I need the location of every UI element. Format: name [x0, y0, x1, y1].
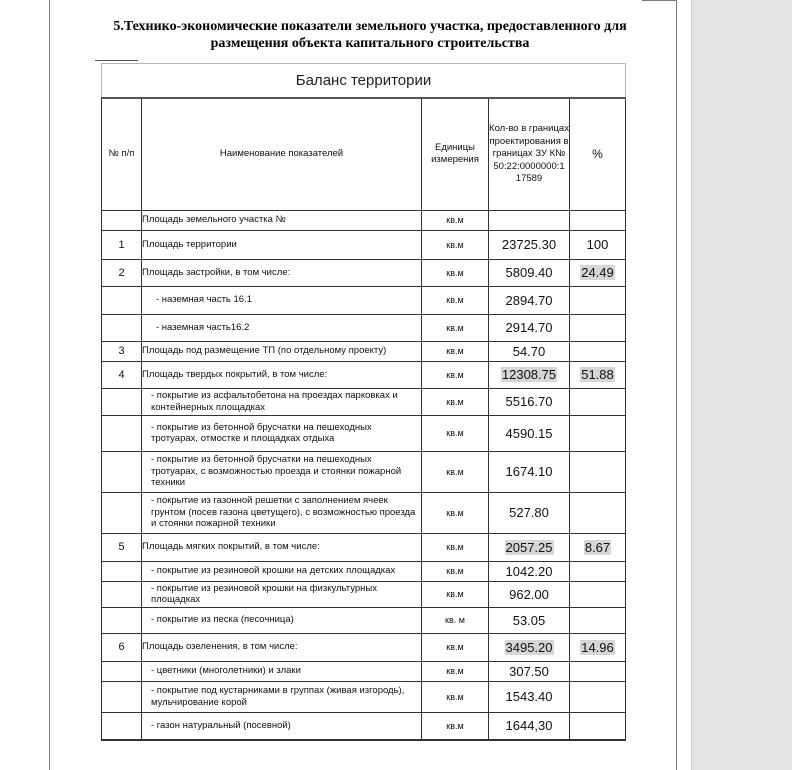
- side-panel: [691, 0, 792, 770]
- row-num: [102, 607, 142, 633]
- table-row: [102, 661, 626, 681]
- row-num: [102, 415, 142, 451]
- row-unit: [422, 451, 489, 492]
- row-unit-text: кв.м: [446, 466, 464, 477]
- row-qty: [489, 581, 570, 607]
- table-row: [102, 533, 626, 561]
- row-qty-text: 54.70: [512, 343, 546, 359]
- row-unit: [422, 286, 489, 314]
- page-right-border: [676, 0, 677, 770]
- row-unit: [422, 230, 489, 259]
- row-num: [102, 230, 142, 259]
- row-qty-text: 5516.70: [505, 394, 553, 409]
- row-unit-text: кв.м: [446, 589, 464, 599]
- row-qty: [489, 361, 570, 388]
- row-name: [142, 681, 422, 712]
- row-unit: [422, 533, 489, 561]
- row-name-text: - наземная часть 16.1: [156, 294, 253, 306]
- row-pct-text: 8.67: [584, 539, 611, 555]
- row-qty: [489, 388, 570, 415]
- row-unit: [422, 607, 489, 633]
- row-name-text: - покрытие из бетонной брусчатки на пешеходных тротуарах, отмостке и площадках отдыха: [151, 421, 372, 444]
- row-pct: [570, 681, 626, 712]
- row-pct: [570, 388, 626, 415]
- row-pct-text: 51.88: [581, 367, 614, 382]
- row-num-text: 1: [118, 238, 125, 251]
- row-unit: [422, 361, 489, 388]
- row-unit-text: кв.м: [446, 691, 464, 702]
- row-pct: [570, 415, 626, 451]
- row-name-text: - покрытие из асфальтобетона на проездах парковках и контейнерных площадках: [151, 390, 398, 413]
- row-pct: [570, 561, 626, 581]
- row-num-text: 6: [118, 641, 125, 653]
- table-row: [102, 451, 626, 492]
- page-left-border: [49, 0, 50, 770]
- row-name-text: - цветники (многолетники) и злаки: [151, 665, 301, 677]
- row-unit: [422, 661, 489, 681]
- row-unit: [422, 633, 489, 661]
- row-name: [142, 259, 422, 286]
- row-unit: [422, 388, 489, 415]
- row-pct: [570, 712, 626, 740]
- table-row: [102, 415, 626, 451]
- row-name: [142, 661, 422, 681]
- row-qty-text: 307.50: [509, 663, 549, 679]
- row-pct-text: 100: [586, 237, 609, 252]
- row-qty: [489, 561, 570, 581]
- row-pct: [570, 581, 626, 607]
- row-qty-text: 2914.70: [505, 320, 553, 335]
- row-unit: [422, 210, 489, 230]
- row-name-text: Площадь земельного участка №: [142, 214, 286, 226]
- row-pct: [570, 286, 626, 314]
- table-row: [102, 681, 626, 712]
- row-qty-text: 1644,30: [505, 718, 553, 734]
- table-row: [102, 561, 626, 581]
- row-name: [142, 415, 422, 451]
- row-pct: [570, 661, 626, 681]
- row-name: [142, 633, 422, 661]
- row-name-text: Площадь твердых покрытий, в том числе:: [142, 368, 328, 380]
- row-name-text: - покрытие из резиновой крошки на физкультурных площадках: [151, 582, 377, 605]
- row-num: [102, 286, 142, 314]
- row-unit-text: кв.м: [446, 566, 464, 576]
- table-row: [102, 259, 626, 286]
- row-num: [102, 341, 142, 361]
- row-unit-text: кв.м: [446, 215, 464, 225]
- row-num: [102, 314, 142, 341]
- section-heading-line2: размещения объекта капитального строительства: [210, 36, 530, 51]
- row-qty: [489, 314, 570, 341]
- header-qty-label: Кол-во в границах проектирования в границах ЗУ К№ 50:22:0000000:1 17589: [489, 123, 569, 184]
- row-num-text: 3: [118, 345, 125, 357]
- table-row: [102, 388, 626, 415]
- row-name-text: - покрытие из газонной решетки с заполнением ячеек грунтом (посев газона цветущего), с возможностью проезда и стоянки пожарной техники: [151, 495, 416, 530]
- row-pct: [570, 259, 626, 286]
- page-corner-mark: [642, 0, 676, 1]
- row-name: [142, 712, 422, 740]
- row-unit-text: кв.м: [446, 369, 464, 380]
- row-qty: [489, 341, 570, 361]
- section-heading: [95, 18, 645, 52]
- row-qty: [489, 607, 570, 633]
- row-qty-text: 12308.75: [501, 367, 557, 382]
- table-row: [102, 341, 626, 361]
- row-unit: [422, 314, 489, 341]
- row-num: [102, 681, 142, 712]
- header-unit: [422, 98, 489, 210]
- row-name-text: - газон натуральный (посевной): [151, 720, 291, 731]
- row-name-text: Площадь застройки, в том числе:: [142, 266, 291, 278]
- row-unit-text: кв. м: [445, 615, 465, 625]
- row-name: [142, 361, 422, 388]
- row-name: [142, 286, 422, 314]
- row-unit-text: кв.м: [446, 720, 464, 731]
- row-num: [102, 492, 142, 533]
- row-name: [142, 314, 422, 341]
- table-row: [102, 581, 626, 607]
- header-pct-label: %: [592, 147, 603, 162]
- row-num: [102, 533, 142, 561]
- row-name: [142, 341, 422, 361]
- row-qty: [489, 533, 570, 561]
- row-qty-text: 23725.30: [501, 237, 557, 252]
- row-pct-text: 14.96: [581, 639, 614, 655]
- table-row: [102, 210, 626, 230]
- row-qty-text: 2894.70: [505, 292, 553, 308]
- territory-balance-table: [101, 97, 626, 741]
- row-pct: [570, 533, 626, 561]
- row-num-text: 4: [118, 368, 125, 381]
- row-unit: [422, 341, 489, 361]
- row-qty-text: 962.00: [509, 586, 549, 602]
- row-pct: [570, 492, 626, 533]
- row-qty: [489, 415, 570, 451]
- row-name-text: Площадь озеленения, в том числе:: [142, 641, 298, 653]
- row-qty-text: 1042.20: [505, 563, 553, 579]
- row-unit: [422, 492, 489, 533]
- row-qty: [489, 451, 570, 492]
- row-name-text: Площадь мягких покрытий, в том числе:: [142, 541, 320, 553]
- row-unit: [422, 259, 489, 286]
- row-pct: [570, 633, 626, 661]
- table-row: [102, 314, 626, 341]
- row-unit-text: кв.м: [446, 346, 464, 356]
- row-qty: [489, 259, 570, 286]
- row-pct: [570, 230, 626, 259]
- row-qty: [489, 681, 570, 712]
- row-unit: [422, 712, 489, 740]
- table-row: [102, 633, 626, 661]
- row-num: [102, 561, 142, 581]
- row-qty: [489, 286, 570, 314]
- row-qty-text: 2057.25: [505, 539, 553, 555]
- row-num-text: 5: [118, 541, 125, 553]
- row-name-text: - покрытие из резиновой крошки на детских площадках: [151, 565, 396, 577]
- row-qty: [489, 492, 570, 533]
- row-qty-text: 1674.10: [505, 464, 553, 479]
- row-qty: [489, 230, 570, 259]
- row-pct: [570, 210, 626, 230]
- table-body: [102, 210, 626, 740]
- row-unit-text: кв.м: [446, 322, 464, 333]
- row-name-text: - наземная часть16.2: [156, 321, 250, 333]
- row-name-text: - покрытие из бетонной брусчатки на пешеходных тротуарах, с возможностью проезда и стоянки пожарной техники: [151, 454, 402, 489]
- header-num-label: № п/п: [108, 148, 135, 160]
- header-name: [142, 98, 422, 210]
- row-name: [142, 210, 422, 230]
- row-qty: [489, 633, 570, 661]
- row-name: [142, 388, 422, 415]
- row-num: [102, 633, 142, 661]
- row-num-text: 2: [118, 266, 125, 279]
- row-pct-text: 24.49: [581, 265, 614, 280]
- table-caption: Баланс территории: [101, 63, 626, 97]
- row-num: [102, 210, 142, 230]
- row-pct: [570, 607, 626, 633]
- row-unit: [422, 581, 489, 607]
- row-num: [102, 712, 142, 740]
- short-rule: [95, 60, 138, 61]
- row-unit: [422, 681, 489, 712]
- table-row: [102, 492, 626, 533]
- header-pct: [570, 98, 626, 210]
- row-unit-text: кв.м: [446, 295, 464, 305]
- row-unit-text: кв.м: [446, 428, 464, 438]
- row-name-text: - покрытие из песка (песочница): [151, 614, 294, 626]
- row-qty: [489, 712, 570, 740]
- header-name-label: Наименование показателей: [219, 148, 344, 160]
- row-name: [142, 581, 422, 607]
- row-qty-text: 1543.40: [505, 689, 553, 704]
- row-qty-text: 527.80: [509, 505, 549, 520]
- row-num: [102, 388, 142, 415]
- row-pct: [570, 361, 626, 388]
- row-num: [102, 451, 142, 492]
- row-name: [142, 230, 422, 259]
- row-qty-text: 5809.40: [505, 265, 553, 280]
- table-row: [102, 712, 626, 740]
- row-pct: [570, 314, 626, 341]
- header-qty: [489, 98, 570, 210]
- row-qty: [489, 661, 570, 681]
- row-num: [102, 259, 142, 286]
- row-name: [142, 607, 422, 633]
- row-unit: [422, 561, 489, 581]
- row-pct: [570, 451, 626, 492]
- header-unit-label: Единицы измерения: [431, 142, 479, 166]
- row-unit-text: кв.м: [446, 666, 464, 676]
- row-unit-text: кв.м: [446, 396, 464, 407]
- row-qty: [489, 210, 570, 230]
- row-qty-text: 4590.15: [505, 425, 553, 441]
- table-row: [102, 286, 626, 314]
- row-pct: [570, 341, 626, 361]
- row-num: [102, 361, 142, 388]
- row-name-text: Площадь под размещение ТП (по отдельному проекту): [142, 345, 387, 357]
- row-name: [142, 492, 422, 533]
- row-qty-text: 53.05: [512, 612, 546, 628]
- table-row: [102, 361, 626, 388]
- row-unit-text: кв.м: [446, 642, 464, 652]
- row-name-text: Площадь территории: [142, 238, 237, 250]
- row-unit-text: кв.м: [446, 239, 464, 250]
- row-unit: [422, 415, 489, 451]
- row-num: [102, 581, 142, 607]
- row-unit-text: кв.м: [446, 267, 464, 278]
- section-heading-line1: 5.Технико-экономические показатели земельного участка, предоставленного для: [113, 19, 627, 34]
- row-unit-text: кв.м: [446, 507, 464, 518]
- table-row: [102, 607, 626, 633]
- header-num: [102, 98, 142, 210]
- table-row: [102, 230, 626, 259]
- row-name: [142, 561, 422, 581]
- row-name-text: - покрытие под кустарниками в группах (живая изгородь), мульчирование корой: [151, 685, 405, 708]
- row-name: [142, 533, 422, 561]
- row-qty-text: 3495.20: [505, 639, 553, 655]
- row-unit-text: кв.м: [446, 542, 464, 552]
- row-num: [102, 661, 142, 681]
- row-name: [142, 451, 422, 492]
